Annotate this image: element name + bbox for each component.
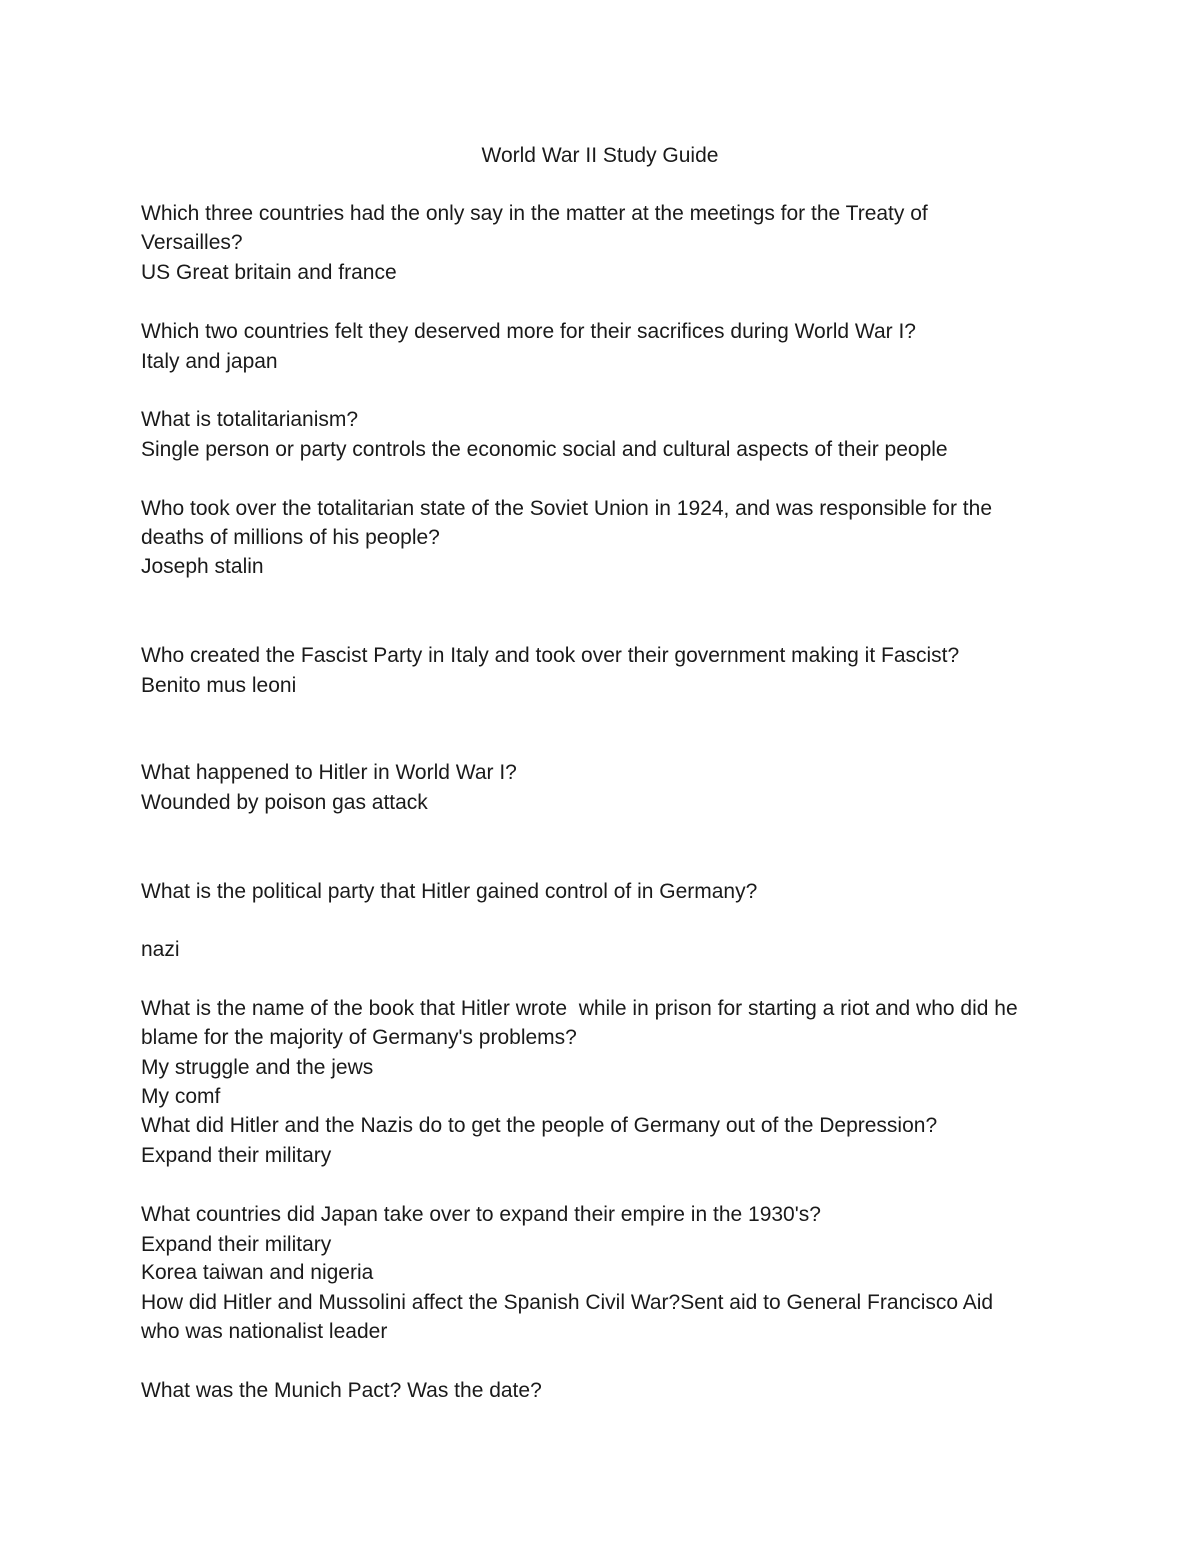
answer-text: Wounded by poison gas attack xyxy=(141,791,428,814)
answer-text: My comf xyxy=(141,1085,221,1108)
answer-text: Expand their military xyxy=(141,1144,332,1167)
document-title: World War II Study Guide xyxy=(481,144,719,167)
question-text: What is the name of the book that Hitler wrote while in prison for starting a riot and who did he xyxy=(141,997,1018,1020)
question-text: What did Hitler and the Nazis do to get the people of Germany out of the Depression? xyxy=(141,1114,938,1137)
answer-text: Expand their military xyxy=(141,1233,332,1256)
answer-text: Korea taiwan and nigeria xyxy=(141,1261,374,1284)
question-text: Which three countries had the only say in the matter at the meetings for the Treaty of xyxy=(141,202,928,225)
answer-text: nazi xyxy=(141,938,180,961)
answer-text: Italy and japan xyxy=(141,350,278,373)
answer-text: My struggle and the jews xyxy=(141,1056,374,1079)
question-text: Who took over the totalitarian state of the Soviet Union in 1924, and was responsible for the xyxy=(141,497,993,520)
question-text: How did Hitler and Mussolini affect the Spanish Civil War?Sent aid to General Francisco Aid xyxy=(141,1291,994,1314)
question-text: deaths of millions of his people? xyxy=(141,526,440,549)
question-text: What was the Munich Pact? Was the date? xyxy=(141,1379,542,1402)
question-text: Which two countries felt they deserved more for their sacrifices during World War I? xyxy=(141,320,916,343)
question-text: blame for the majority of Germany's problems? xyxy=(141,1026,577,1049)
answer-text: Joseph stalin xyxy=(141,555,264,578)
answer-text: Single person or party controls the economic social and cultural aspects of their people xyxy=(141,438,948,461)
question-text: What countries did Japan take over to expand their empire in the 1930's? xyxy=(141,1203,821,1226)
question-text: Who created the Fascist Party in Italy and took over their government making it Fascist? xyxy=(141,644,960,667)
question-text: What is totalitarianism? xyxy=(141,408,359,431)
question-text: What happened to Hitler in World War I? xyxy=(141,761,517,784)
answer-text: US Great britain and france xyxy=(141,261,397,284)
question-text: Versailles? xyxy=(141,231,243,254)
question-text: What is the political party that Hitler gained control of in Germany? xyxy=(141,880,758,903)
answer-text: who was nationalist leader xyxy=(141,1320,388,1343)
answer-text: Benito mus leoni xyxy=(141,674,297,697)
